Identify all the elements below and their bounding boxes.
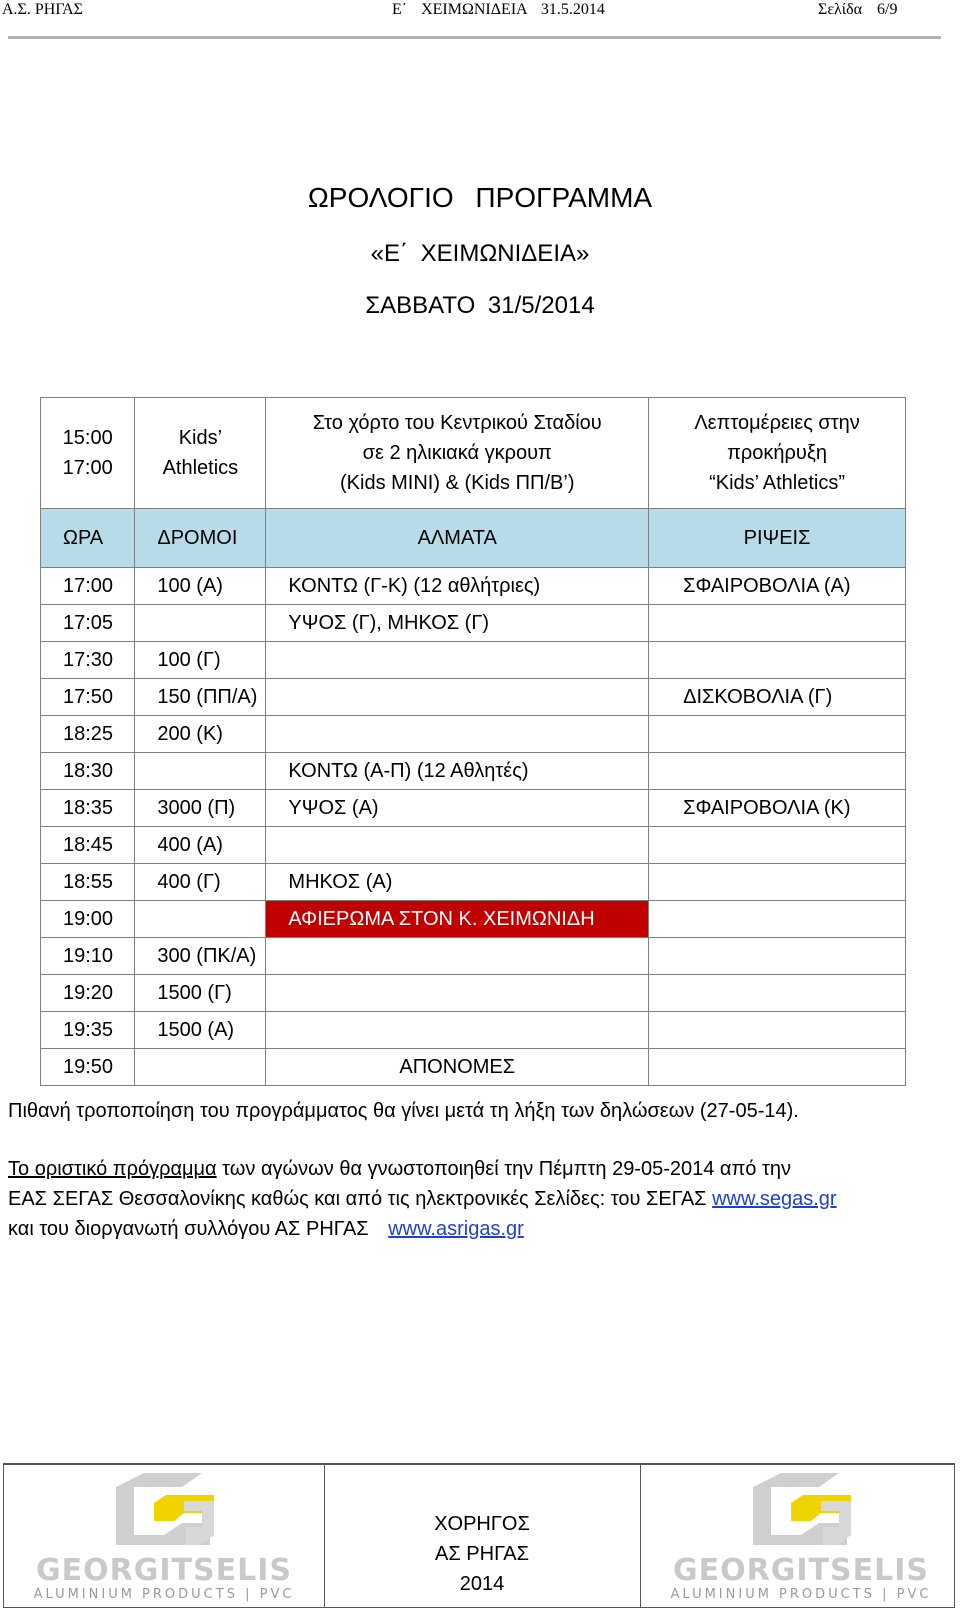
- event-date: ΣΑΒΒΑΤΟ 31/5/2014: [365, 292, 595, 319]
- row-run-cell: 200 (Κ): [135, 716, 266, 753]
- row-jump-cell: [266, 679, 649, 716]
- row-run-cell: 1500 (Α): [135, 1012, 266, 1049]
- row-throw-cell: [649, 605, 906, 642]
- intro-desc-line2: σε 2 ηλικιακά γκρουπ: [362, 442, 552, 464]
- row-run-cell: 400 (Α): [135, 827, 266, 864]
- row-jump-cell: [266, 975, 649, 1012]
- row-jump-cell: ΚΟΝΤΩ (Α-Π) (12 Αθλητές): [266, 753, 649, 790]
- final-note-line1: [8, 1154, 837, 1184]
- final-note-line2: [8, 1184, 837, 1214]
- table-row: [41, 642, 906, 679]
- table-row: [41, 679, 906, 716]
- row-jump-cell: [266, 938, 649, 975]
- table-row: [41, 753, 906, 790]
- row-throw-cell: [649, 901, 906, 938]
- sponsor-logo-left: [4, 1465, 325, 1607]
- row-jump-cell: [266, 1012, 649, 1049]
- intro-time-cell: [41, 398, 135, 509]
- column-header-row: [41, 509, 906, 568]
- intro-info-cell: [649, 398, 906, 509]
- final-program-note: [8, 1154, 837, 1244]
- sponsor-year: 2014: [459, 1573, 505, 1595]
- row-jump-cell: [266, 642, 649, 679]
- header-page-number: 6/9: [877, 1, 898, 18]
- header-divider: [8, 36, 941, 39]
- intro-time-end: 17:00: [62, 457, 113, 479]
- table-row: [41, 938, 906, 975]
- intro-event-line1: Kids’: [178, 427, 223, 449]
- row-jump-cell: ΥΨΟΣ (Α): [266, 790, 649, 827]
- row-time-cell: 17:05: [41, 605, 135, 642]
- logo-tagline: ALUMINIUM PRODUCTS | PVC: [33, 1587, 295, 1602]
- row-jump-cell: [266, 716, 649, 753]
- col-header-runs: ΔΡΟΜΟΙ: [135, 509, 266, 568]
- intro-event-cell: [135, 398, 266, 509]
- row-jump-cell: ΜΗΚΟΣ (Α): [266, 864, 649, 901]
- header-event: Ε΄ ΧΕΙΜΩΝΙΔΕΙΑ 31.5.2014: [392, 1, 605, 18]
- header-page-label: Σελίδα: [818, 1, 863, 18]
- row-time-cell: 18:30: [41, 753, 135, 790]
- row-run-cell: 300 (ΠΚ/Α): [135, 938, 266, 975]
- table-row: [41, 716, 906, 753]
- row-time-cell: 17:30: [41, 642, 135, 679]
- intro-time-start: 15:00: [62, 427, 113, 449]
- schedule-table: [40, 397, 906, 1086]
- row-throw-cell: [649, 642, 906, 679]
- row-time-cell: 19:35: [41, 1012, 135, 1049]
- row-run-cell: 100 (Γ): [135, 642, 266, 679]
- row-throw-cell: [649, 716, 906, 753]
- row-jump-cell: ΑΦΙΕΡΩΜΑ ΣΤΟΝ Κ. ΧΕΙΜΩΝΙΔΗ: [266, 901, 649, 938]
- table-row: [41, 1012, 906, 1049]
- row-throw-cell: ΣΦΑΙΡΟΒΟΛΙΑ (Α): [649, 568, 906, 605]
- sponsor-text: [325, 1465, 639, 1607]
- sponsor-name: ΑΣ ΡΗΓΑΣ: [435, 1543, 529, 1565]
- row-jump-cell: ΑΠΟΝΟΜΕΣ: [266, 1049, 649, 1086]
- final-note-line3-text: και του διοργανωτή συλλόγου ΑΣ ΡΗΓΑΣ: [8, 1218, 375, 1240]
- row-run-cell: [135, 1049, 266, 1086]
- logo-mark-icon: [651, 1465, 951, 1555]
- row-time-cell: 19:50: [41, 1049, 135, 1086]
- intro-desc-line1: Στο χόρτο του Κεντρικού Σταδίου: [312, 412, 602, 434]
- page-header: [0, 0, 960, 26]
- row-jump-cell: [266, 827, 649, 864]
- intro-info-line1: Λεπτομέρειες στην: [694, 412, 860, 434]
- row-throw-cell: ΣΦΑΙΡΟΒΟΛΙΑ (Κ): [649, 790, 906, 827]
- row-throw-cell: [649, 1012, 906, 1049]
- row-time-cell: 19:10: [41, 938, 135, 975]
- table-row: [41, 1049, 906, 1086]
- row-run-cell: 150 (ΠΠ/Α): [135, 679, 266, 716]
- table-row: [41, 901, 906, 938]
- row-run-cell: [135, 605, 266, 642]
- final-note-line2-text: ΕΑΣ ΣΕΓΑΣ Θεσσαλονίκης καθώς και από τις ηλεκτρονικές Σελίδες: του ΣΕΓΑΣ: [8, 1188, 713, 1210]
- row-throw-cell: [649, 753, 906, 790]
- row-run-cell: 400 (Γ): [135, 864, 266, 901]
- table-row: [41, 827, 906, 864]
- row-jump-cell: ΥΨΟΣ (Γ), ΜΗΚΟΣ (Γ): [266, 605, 649, 642]
- row-throw-cell: [649, 1049, 906, 1086]
- table-row: [41, 864, 906, 901]
- sponsor-label: ΧΟΡΗΓΟΣ: [434, 1513, 530, 1535]
- sponsor-box: [3, 1463, 955, 1608]
- col-header-jumps: ΑΛΜΑΤΑ: [266, 509, 649, 568]
- intro-desc-cell: [266, 398, 649, 509]
- row-time-cell: 19:20: [41, 975, 135, 1012]
- row-run-cell: [135, 753, 266, 790]
- event-title: «Ε΄ ΧΕΙΜΩΝΙΔΕΙΑ»: [370, 240, 590, 267]
- schedule-rows: [41, 568, 906, 1086]
- logo-wordmark: GEORGITSELIS: [36, 1553, 292, 1588]
- table-row: [41, 568, 906, 605]
- intro-info-line2: προκήρυξη: [727, 442, 827, 464]
- logo-tagline: ALUMINIUM PRODUCTS | PVC: [670, 1587, 932, 1602]
- table-row: [41, 605, 906, 642]
- kids-athletics-row: [41, 398, 906, 509]
- row-run-cell: [135, 901, 266, 938]
- intro-info-line3: “Kids’ Athletics”: [709, 472, 846, 494]
- row-time-cell: 17:00: [41, 568, 135, 605]
- row-time-cell: 17:50: [41, 679, 135, 716]
- georgitselis-logo: [651, 1465, 951, 1605]
- segas-link[interactable]: www.segas.gr: [712, 1188, 837, 1210]
- final-note-line3: [8, 1214, 837, 1244]
- table-row: [41, 790, 906, 827]
- intro-event-line2: Athletics: [162, 457, 239, 479]
- row-time-cell: 18:55: [41, 864, 135, 901]
- row-run-cell: 3000 (Π): [135, 790, 266, 827]
- row-throw-cell: [649, 827, 906, 864]
- page-title: ΩΡΟΛΟΓΙΟ ΠΡΟΓΡΑΜΜΑ: [307, 182, 653, 213]
- row-throw-cell: [649, 975, 906, 1012]
- row-time-cell: 18:45: [41, 827, 135, 864]
- table-row: [41, 975, 906, 1012]
- final-note-rest: των αγώνων θα γνωστοποιηθεί την Πέμπτη 29-05-2014 από την: [216, 1158, 791, 1180]
- final-note-underlined: Το οριστικό πρόγραμμα: [8, 1158, 217, 1180]
- row-time-cell: 18:25: [41, 716, 135, 753]
- change-note: Πιθανή τροποποίηση του προγράμματος θα γίνει μετά τη λήξη των δηλώσεων (27-05-14).: [8, 1100, 799, 1122]
- row-throw-cell: ΔΙΣΚΟΒΟΛΙΑ (Γ): [649, 679, 906, 716]
- sponsor-logo-right: [640, 1465, 955, 1607]
- logo-wordmark: GEORGITSELIS: [673, 1553, 929, 1588]
- row-run-cell: 1500 (Γ): [135, 975, 266, 1012]
- logo-mark-icon: [14, 1465, 314, 1555]
- row-run-cell: 100 (Α): [135, 568, 266, 605]
- col-header-time: ΩΡΑ: [41, 509, 135, 568]
- row-throw-cell: [649, 864, 906, 901]
- row-time-cell: 18:35: [41, 790, 135, 827]
- header-club: Α.Σ. ΡΗΓΑΣ: [2, 1, 83, 18]
- row-throw-cell: [649, 938, 906, 975]
- row-time-cell: 19:00: [41, 901, 135, 938]
- georgitselis-logo: [14, 1465, 314, 1605]
- row-jump-cell: ΚΟΝΤΩ (Γ-Κ) (12 αθλήτριες): [266, 568, 649, 605]
- intro-desc-line3: (Kids MINI) & (Kids ΠΠ/Β’): [340, 472, 575, 494]
- asrigas-link[interactable]: www.asrigas.gr: [388, 1218, 524, 1240]
- col-header-throws: ΡΙΨΕΙΣ: [649, 509, 906, 568]
